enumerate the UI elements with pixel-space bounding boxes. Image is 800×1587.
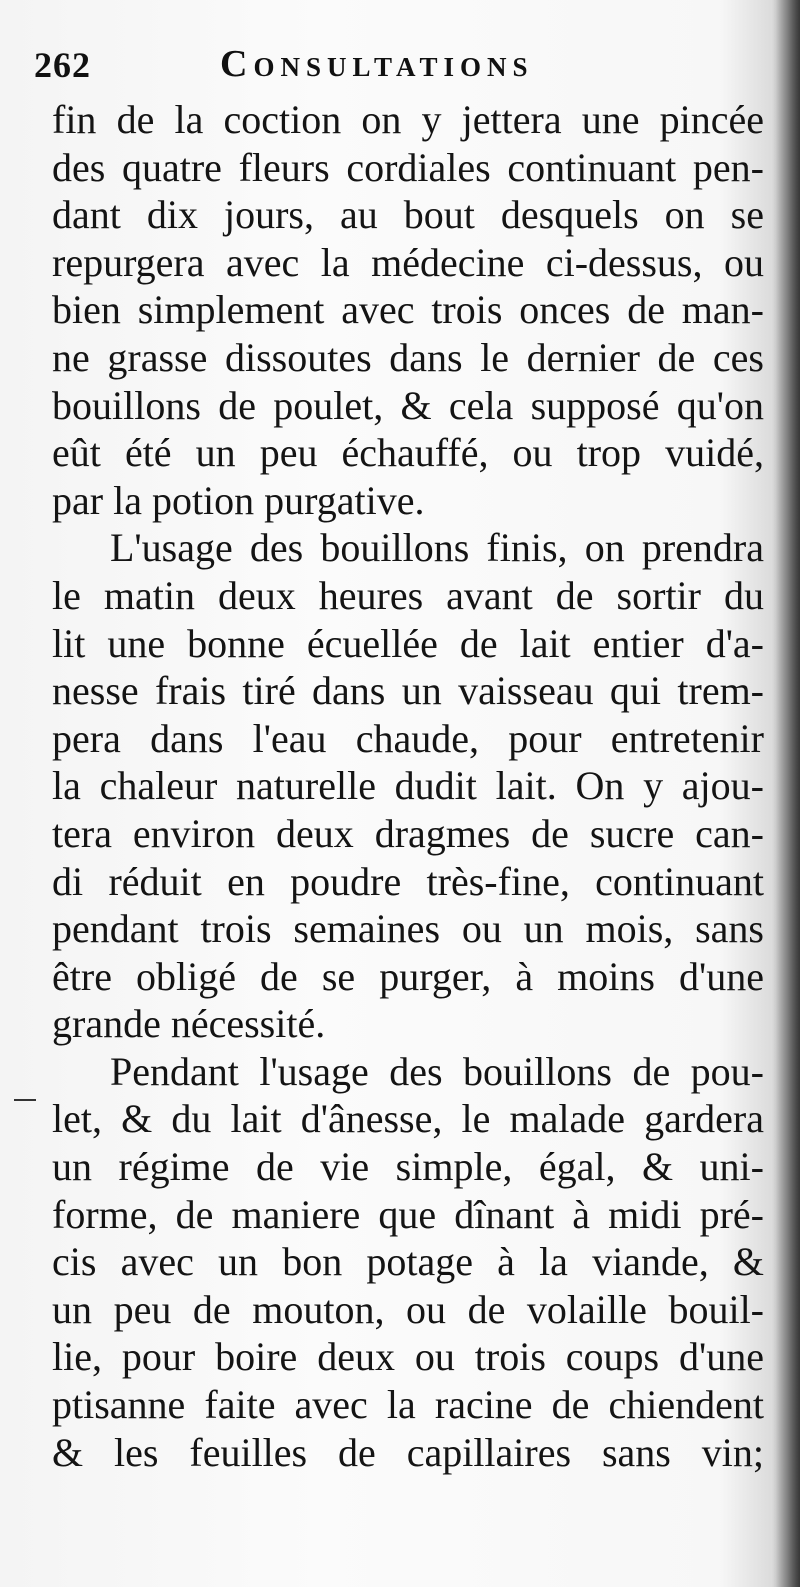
text-line: tera environ deux dragmes de sucre can- xyxy=(52,810,764,856)
text-line: nesse frais tiré dans un vaisseau qui trem- xyxy=(52,668,764,714)
text-line: pendant trois semaines ou un mois, sans xyxy=(52,906,764,952)
text-line: un peu de mouton, ou de volaille bouil- xyxy=(52,1286,764,1332)
text-line: être obligé de se purger, à moins d'une xyxy=(52,953,764,999)
text-line: forme, de maniere que dînant à midi pré- xyxy=(52,1191,764,1237)
text-line: la chaleur naturelle dudit lait. On y ajou- xyxy=(52,763,764,809)
text-line: ptisanne faite avec la racine de chiendent xyxy=(52,1382,764,1428)
page-number: 262 xyxy=(34,45,91,85)
text-line: Pendant l'usage des bouillons de pou- xyxy=(110,1048,764,1094)
text-line: ne grasse dissoutes dans le dernier de ces xyxy=(52,334,764,380)
page-header xyxy=(32,40,752,100)
text-line: grande nécessité. xyxy=(52,1001,326,1047)
text-line: un régime de vie simple, égal, & uni- xyxy=(52,1144,764,1190)
text-line: & les feuilles de capillaires sans vin; xyxy=(52,1429,764,1475)
text-line: bouillons de poulet, & cela supposé qu'on xyxy=(52,382,764,428)
binding-gutter-shadow xyxy=(772,0,800,1587)
text-line: cis avec un bon potage à la viande, & xyxy=(52,1239,764,1285)
text-line: eût été un peu échauffé, ou trop vuidé, xyxy=(52,430,764,476)
text-line: pera dans l'eau chaude, pour entretenir xyxy=(52,715,764,761)
text-line: di réduit en poudre très-fine, continuant xyxy=(52,858,764,904)
text-line: lit une bonne écuellée de lait entier d'a- xyxy=(52,620,764,666)
text-line: lie, pour boire deux ou trois coups d'une xyxy=(52,1334,764,1380)
text-line: fin de la coction on y jettera une pincée xyxy=(52,97,764,142)
text-line: dant dix jours, au bout desquels on se xyxy=(52,192,764,238)
text-line: let, & du lait d'ânesse, le malade gardera xyxy=(52,1096,764,1142)
margin-dash-mark xyxy=(14,1099,36,1101)
body-text xyxy=(52,96,764,1476)
text-line: L'usage des bouillons finis, on prendra xyxy=(110,525,764,571)
running-title: Consultations xyxy=(220,43,534,85)
text-line: par la potion purgative. xyxy=(52,477,425,523)
text-line: des quatre fleurs cordiales continuant pen- xyxy=(52,144,764,190)
text-line: repurgera avec la médecine ci-dessus, ou xyxy=(52,239,764,285)
text-line: bien simplement avec trois onces de man- xyxy=(52,287,764,333)
text-line: le matin deux heures avant de sortir du xyxy=(52,572,764,618)
